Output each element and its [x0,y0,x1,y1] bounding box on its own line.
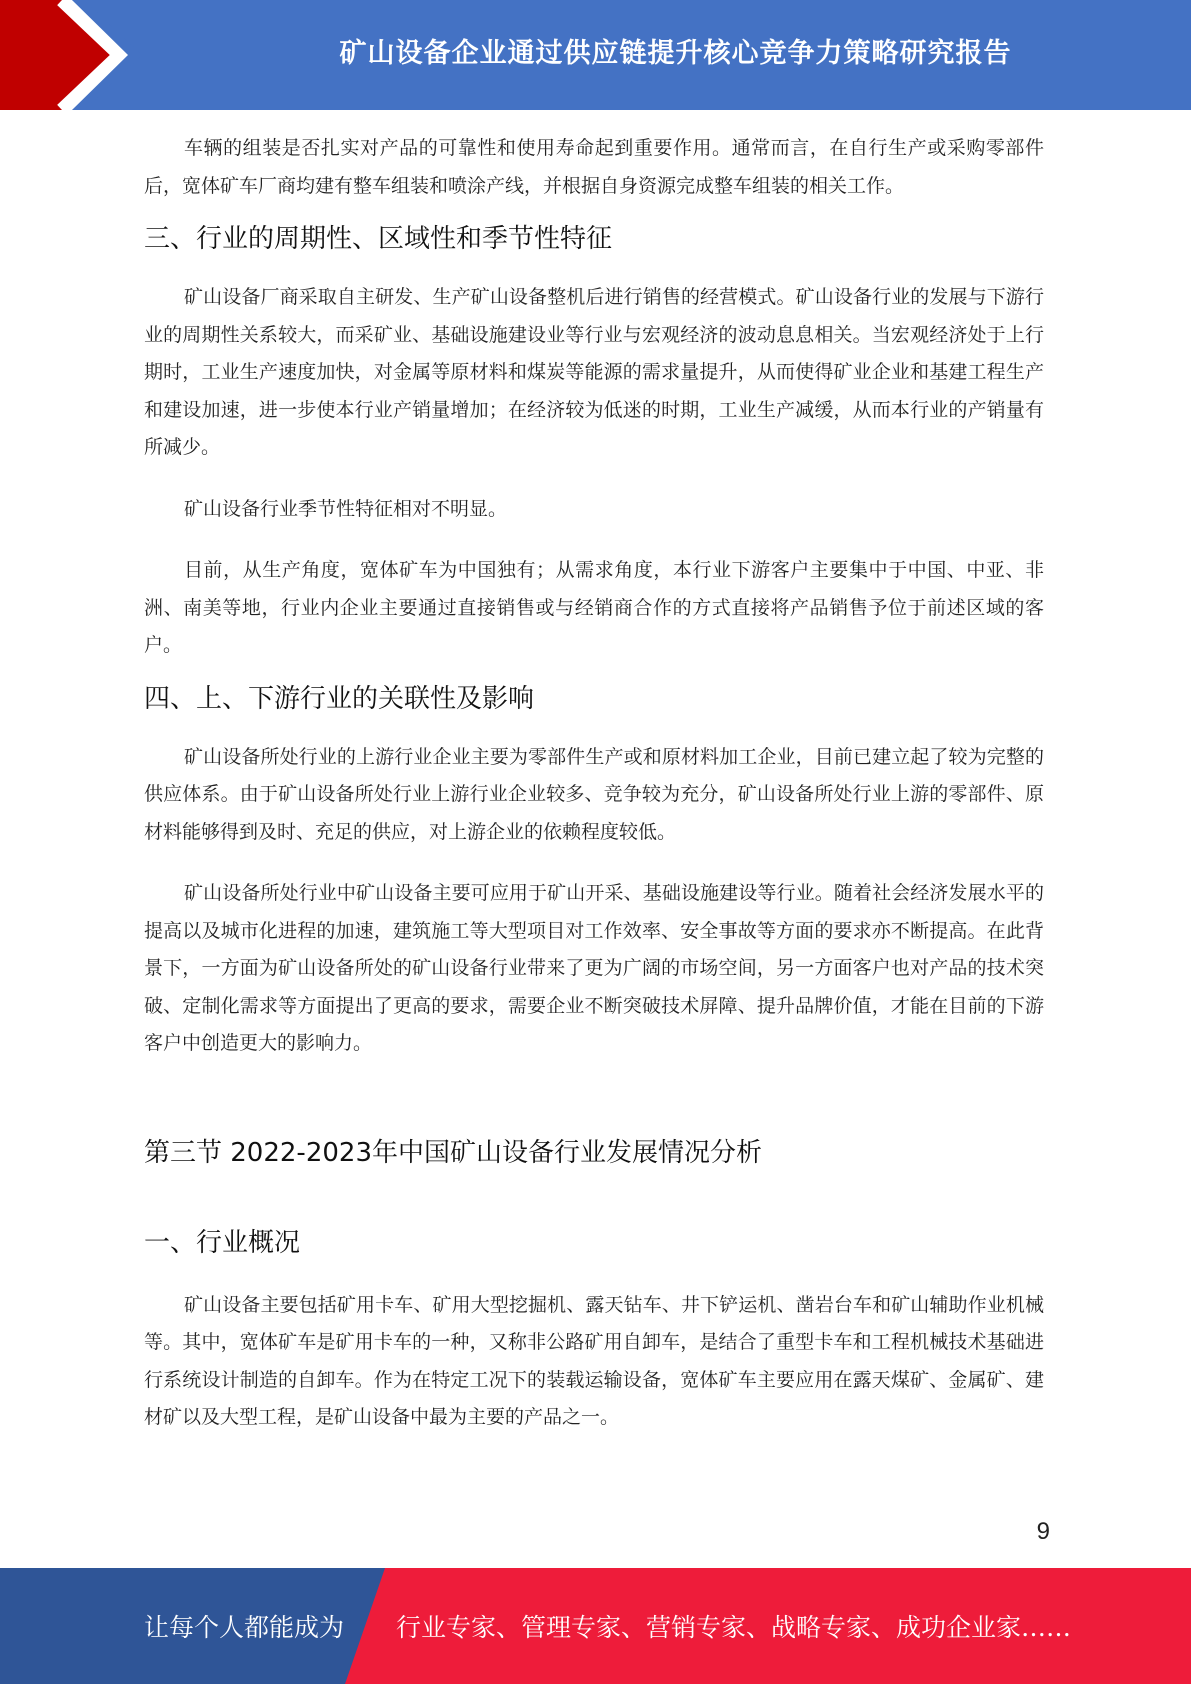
paragraph-cyclicality: 矿山设备厂商采取自主研发、生产矿山设备整机后进行销售的经营模式。矿山设备行业的发展与下游行业的周期性关系较大，而采矿业、基础设施建设业等行业与宏观经济的波动息息相关。当宏观经济处于上行期时，工业生产速度加快，对金属等原材料和煤炭等能源的需求量提升，从而使得矿业企业和基建工程生产和建设加速，进一步使本行业产销量增加；在经济较为低迷的时期，工业生产减缓，从而本行业的产销量有所减少。 [144,286,1044,458]
paragraph-regional: 目前，从生产角度，宽体矿车为中国独有；从需求角度，本行业下游客户主要集中于中国、中亚、非洲、南美等地，行业内企业主要通过直接销售或与经销商合作的方式直接将产品销售予位于前述区域的客户。 [144,559,1044,656]
document-body [144,130,1044,1437]
paragraph-seasonality: 矿山设备行业季节性特征相对不明显。 [184,497,508,520]
header-arrow-icon [0,0,160,110]
section-heading-chapter-three: 第三节 2022-2023年中国矿山设备行业发展情况分析 [144,1137,762,1168]
page-title: 矿山设备企业通过供应链提升核心竞争力策略研究报告 [339,37,1012,69]
paragraph-downstream: 矿山设备所处行业中矿山设备主要可应用于矿山开采、基础设施建设等行业。随着社会经济发展水平的提高以及城市化进程的加速，建筑施工等大型项目对工作效率、安全事故等方面的要求亦不断提高。在此背景下，一方面为矿山设备所处的矿山设备行业带来了更为广阔的市场空间，另一方面客户也对产品的技术突破、定制化需求等方面提出了更高的要求，需要企业不断突破技术屏障、提升品牌价值，才能在目前的下游客户中创造更大的影响力。 [144,882,1044,1054]
paragraph-overview: 矿山设备主要包括矿用卡车、矿用大型挖掘机、露天钻车、井下铲运机、凿岩台车和矿山辅助作业机械等。其中，宽体矿车是矿用卡车的一种，又称非公路矿用自卸车，是结合了重型卡车和工程机械技术基础进行系统设计制造的自卸车。作为在特定工况下的装载运输设备，宽体矿车主要应用在露天煤矿、金属矿、建材矿以及大型工程，是矿山设备中最为主要的产品之一。 [144,1293,1044,1428]
section-heading-overview: 一、行业概况 [144,1227,301,1258]
footer-slogan-right: 行业专家、管理专家、营销专家、战略专家、成功企业家…… [396,1613,1072,1642]
section-heading-cyclicality: 三、行业的周期性、区域性和季节性特征 [144,224,613,254]
footer-slogan-left: 让每个人都能成为 [144,1613,345,1642]
paragraph-upstream: 矿山设备所处行业的上游行业企业主要为零部件生产或和原材料加工企业，目前已建立起了较为完整的供应体系。由于矿山设备所处行业上游行业企业较多、竞争较为充分，矿山设备所处行业上游的零部件、原材料能够得到及时、充足的供应，对上游企业的依赖程度较低。 [144,745,1044,843]
page-number: 9 [1036,1518,1050,1545]
paragraph-assembly: 车辆的组装是否扎实对产品的可靠性和使用寿命起到重要作用。通常而言，在自行生产或采购零部件后，宽体矿车厂商均建有整车组装和喷涂产线，并根据自身资源完成整车组装的相关工作。 [144,137,1044,197]
footer-band [0,1568,1191,1684]
section-heading-upstream-downstream: 四、上、下游行业的关联性及影响 [144,683,535,714]
